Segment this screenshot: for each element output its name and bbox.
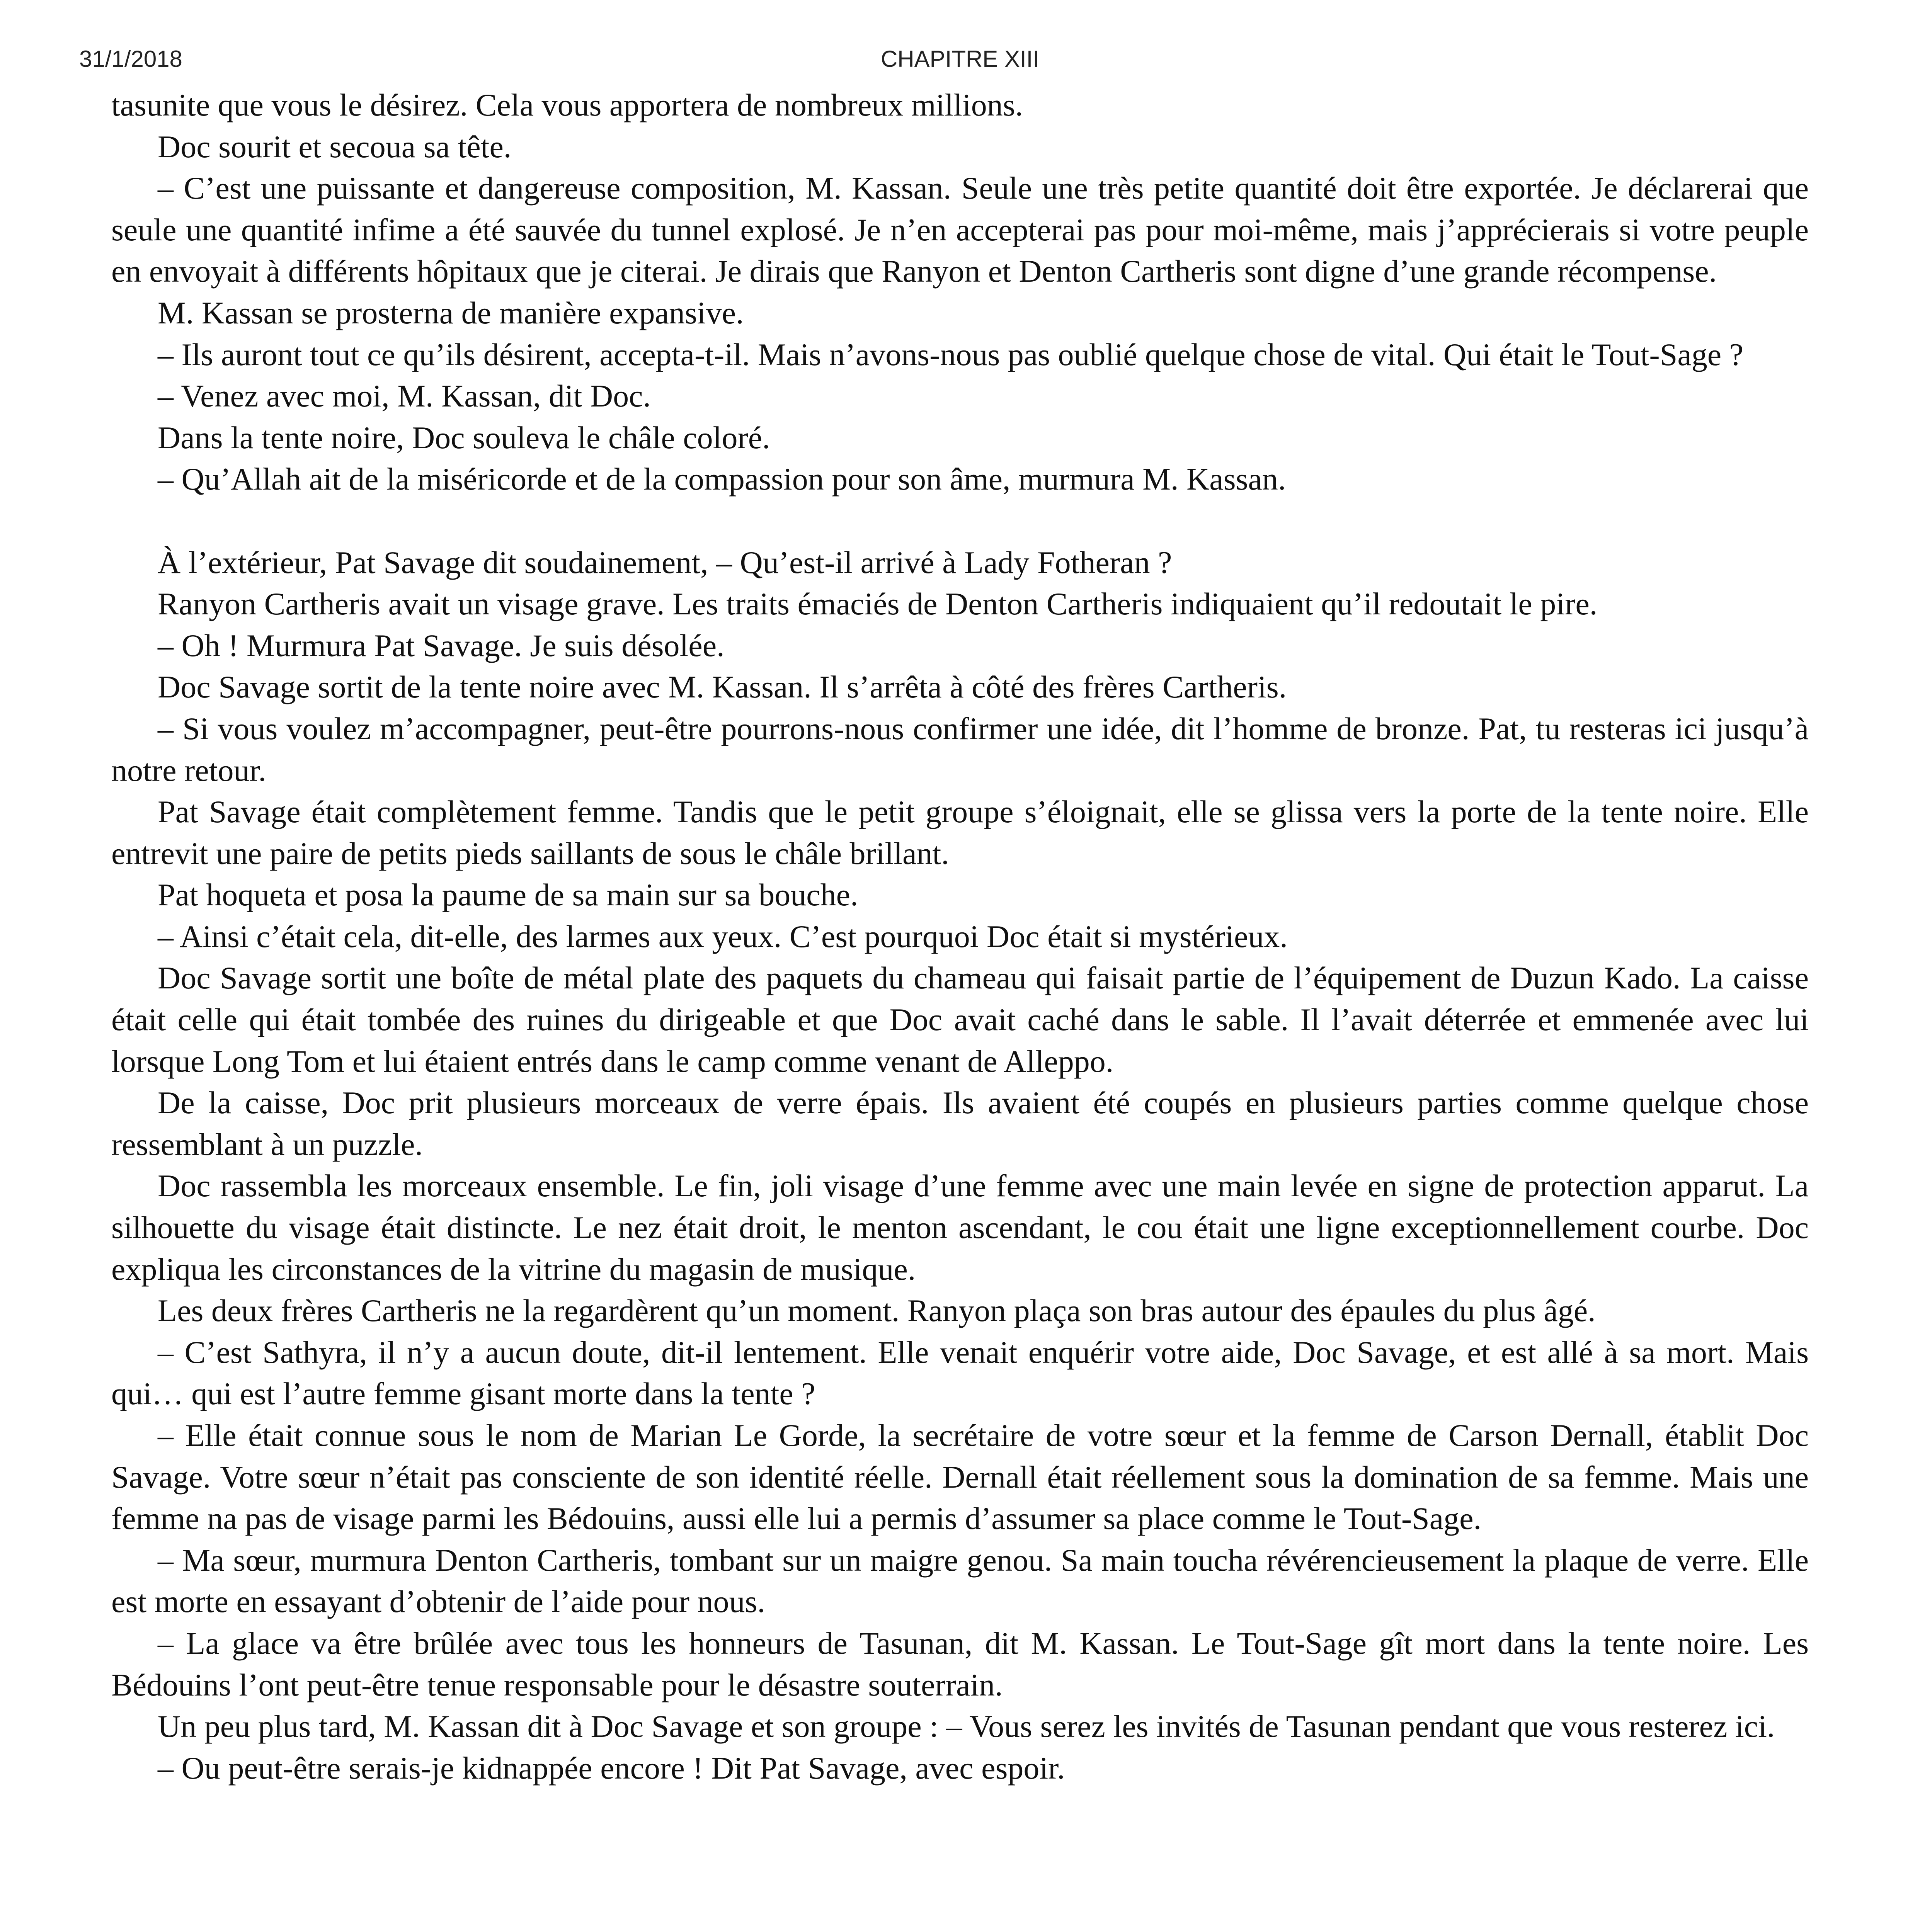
paragraph: – Qu’Allah ait de la miséricorde et de la compassion pour son âme, murmura M. Kassan.: [158, 461, 1286, 497]
paragraph: Doc Savage sortit de la tente noire avec M. Kassan. Il s’arrêta à côté des frères Cartheris.: [158, 669, 1287, 705]
paragraph: Un peu plus tard, M. Kassan dit à Doc Savage et son groupe : – Vous serez les invités de Tasunan pendant que vous resterez ici.: [158, 1709, 1775, 1744]
paragraph: – Oh ! Murmura Pat Savage. Je suis désolée.: [158, 628, 725, 663]
page-header: [0, 46, 1920, 80]
chapter-title: CHAPITRE XIII: [880, 46, 1040, 72]
paragraph: Les deux frères Cartheris ne la regardèrent qu’un moment. Ranyon plaça son bras autour des épaules du plus âgé.: [158, 1293, 1596, 1328]
paragraph: tasunite que vous le désirez. Cela vous apportera de nombreux millions.: [111, 87, 1023, 122]
paragraph: De la caisse, Doc prit plusieurs morceaux de verre épais. Ils avaient été coupés en plusieurs parties comme quelque chose ressemblant à un puzzle.: [111, 1085, 1809, 1162]
paragraph: – Ma sœur, murmura Denton Cartheris, tombant sur un maigre genou. Sa main toucha révérencieusement la plaque de verre. Elle est morte en essayant d’obtenir de l’aide pour nous.: [111, 1542, 1809, 1619]
paragraph: Dans la tente noire, Doc souleva le châle coloré.: [158, 420, 770, 455]
paragraph: – Ils auront tout ce qu’ils désirent, accepta-t-il. Mais n’avons-nous pas oublié quelque chose de vital. Qui était le Tout-Sage ?: [158, 337, 1744, 372]
paragraph: – Venez avec moi, M. Kassan, dit Doc.: [158, 378, 651, 414]
paragraph: – La glace va être brûlée avec tous les honneurs de Tasunan, dit M. Kassan. Le Tout-Sage gît mort dans la tente noire. Les Bédouins l’ont peut-être tenue responsable pour le désastre souterrain.: [111, 1625, 1809, 1702]
paragraph: Doc sourit et secoua sa tête.: [158, 129, 512, 164]
paragraph: – Si vous voulez m’accompagner, peut-être pourrons-nous confirmer une idée, dit l’homme de bronze. Pat, tu resteras ici jusqu’à notre retour.: [111, 711, 1809, 788]
print-date: 31/1/2018: [79, 46, 182, 72]
paragraph: M. Kassan se prosterna de manière expansive.: [158, 295, 744, 330]
paragraph: Pat hoqueta et posa la paume de sa main sur sa bouche.: [158, 877, 858, 913]
paragraph: Doc rassembla les morceaux ensemble. Le fin, joli visage d’une femme avec une main levée en signe de protection apparut. La silhouette du visage était distincte. Le nez était droit, le menton ascendant, le cou était une ligne exceptionnellement courbe. Doc expliqua les circonstances de la vitrine du magasin de musique.: [111, 1168, 1809, 1287]
paragraph: Ranyon Cartheris avait un visage grave. Les traits émaciés de Denton Cartheris indiquaient qu’il redoutait le pire.: [158, 586, 1598, 622]
paragraph: Doc Savage sortit une boîte de métal plate des paquets du chameau qui faisait partie de l’équipement de Duzun Kado. La caisse était celle qui était tombée des ruines du dirigeable et que Doc avait caché dans le sable. Il l’avait déterrée et emmenée avec lui lorsque Long Tom et lui étaient entrés dans le camp comme venant de Alleppo.: [111, 960, 1809, 1079]
paragraph: – C’est Sathyra, il n’y a aucun doute, dit-il lentement. Elle venait enquérir votre aide, Doc Savage, et est allé à sa mort. Mais qui… qui est l’autre femme gisant morte dans la tente ?: [111, 1334, 1809, 1412]
paragraph: – C’est une puissante et dangereuse composition, M. Kassan. Seule une très petite quantité doit être exportée. Je déclarerai que seule une quantité infime a été sauvée du tunnel explosé. Je n’en accepterai pas pour moi-même, mais j’apprécierais si votre peuple en envoyait à différents hôpitaux que je citerai. Je dirais que Ranyon et Denton Cartheris sont digne d’une grande récompense.: [111, 170, 1809, 289]
paragraph: À l’extérieur, Pat Savage dit soudainement, – Qu’est-il arrivé à Lady Fotheran ?: [158, 544, 1172, 580]
paragraph: – Ou peut-être serais-je kidnappée encore ! Dit Pat Savage, avec espoir.: [158, 1750, 1065, 1786]
paragraph: – Elle était connue sous le nom de Marian Le Gorde, la secrétaire de votre sœur et la femme de Carson Dernall, établit Doc Savage. Votre sœur n’était pas consciente de son identité réelle. Dernall était réellement sous la domination de sa femme. Mais une femme na pas de visage parmi les Bédouins, aussi elle lui a permis d’assumer sa place comme le Tout-Sage.: [111, 1418, 1809, 1536]
paragraph: Pat Savage était complètement femme. Tandis que le petit groupe s’éloignait, elle se glissa vers la porte de la tente noire. Elle entrevit une paire de petits pieds saillants de sous le châle brillant.: [111, 794, 1809, 871]
chapter-text: [111, 84, 1809, 1789]
paragraph: – Ainsi c’était cela, dit-elle, des larmes aux yeux. C’est pourquoi Doc était si mystérieux.: [158, 918, 1288, 954]
